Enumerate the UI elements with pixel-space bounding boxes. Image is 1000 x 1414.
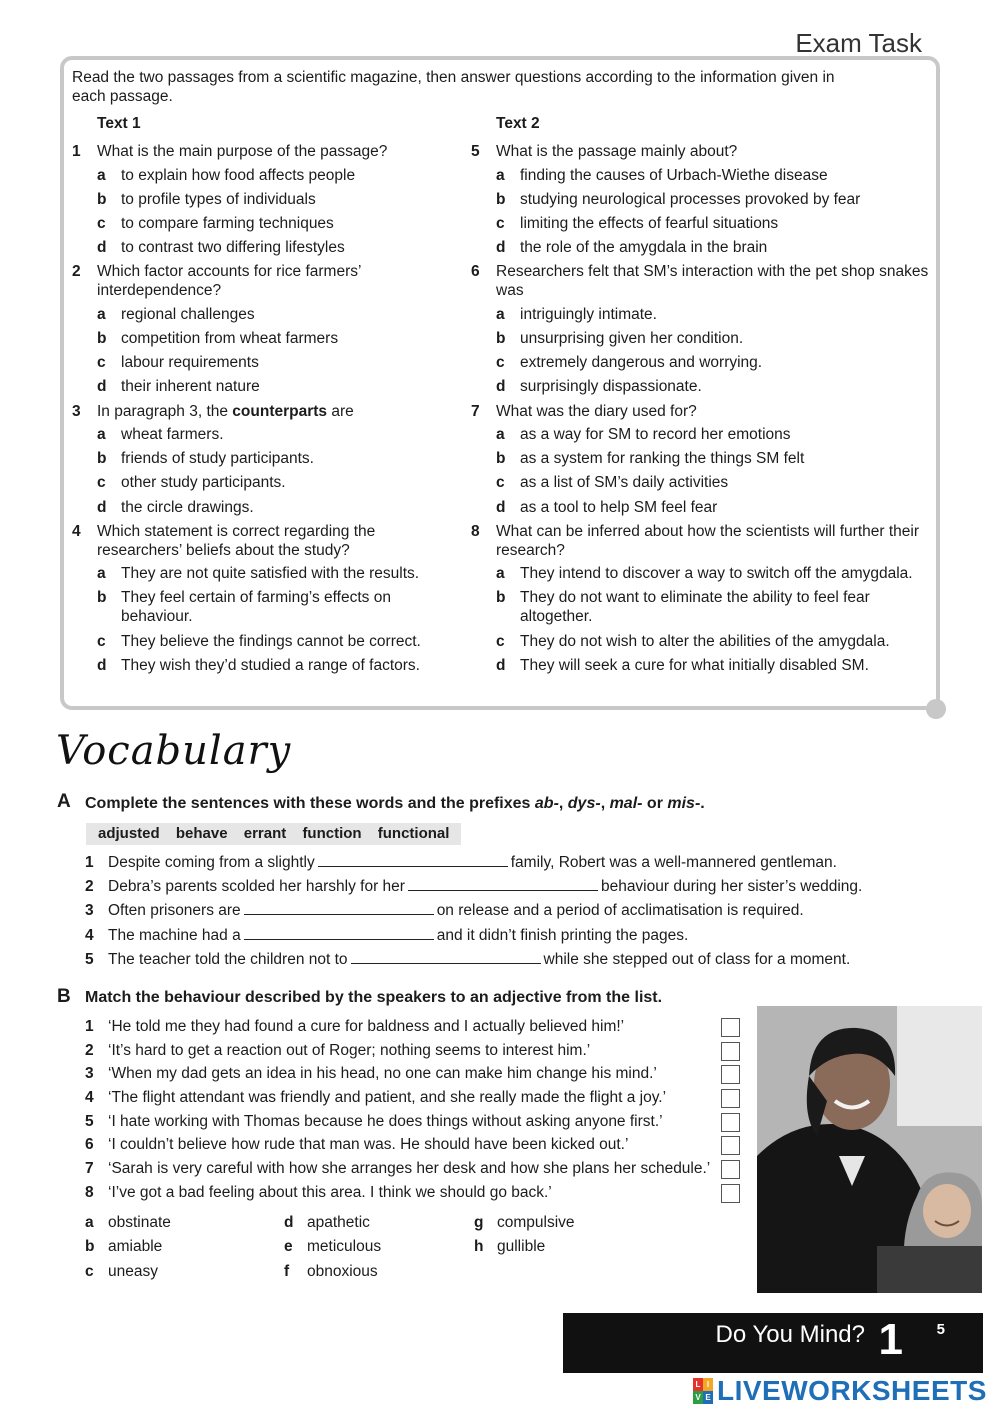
option-text: They are not quite satisfied with the results. xyxy=(121,565,420,583)
option-letter: d xyxy=(97,656,107,674)
answer-option-3a[interactable] xyxy=(72,425,452,444)
question-text: Which statement is correct regarding the researchers’ beliefs about the study? xyxy=(97,522,376,559)
answer-option-2a[interactable] xyxy=(72,305,452,324)
word-bank-item: functional xyxy=(377,825,450,842)
unit-title: Do You Mind? xyxy=(715,1321,865,1348)
answer-option-3c[interactable] xyxy=(72,473,452,492)
answer-option-1a[interactable] xyxy=(72,166,452,185)
option-letter: d xyxy=(97,239,107,257)
option-letter: b xyxy=(496,589,506,607)
option-letter: a xyxy=(496,305,505,323)
answer-option-6c[interactable] xyxy=(471,353,931,372)
vocabulary-title: Vocabulary xyxy=(56,728,292,774)
question-5 xyxy=(471,142,931,161)
sentence-item: 1 Despite coming from a slightly family, Robert was a well-mannered gentleman. xyxy=(85,854,837,871)
answer-box-4[interactable] xyxy=(721,1089,740,1108)
exam-instructions: Read the two passages from a scientific magazine, then answer questions according to the information given in each passage. xyxy=(72,69,835,105)
option-text: They will seek a cure for what initially disabled SM. xyxy=(520,656,869,674)
answer-option-6a[interactable] xyxy=(471,305,931,324)
option-text: surprisingly dispassionate. xyxy=(520,378,702,396)
option-letter: a xyxy=(496,166,505,184)
option-letter: c xyxy=(97,354,106,372)
option-letter: c xyxy=(97,474,106,492)
option-letter: d xyxy=(496,378,506,396)
question-2 xyxy=(72,262,452,300)
question-number: 6 xyxy=(471,263,480,281)
answer-option-5d[interactable] xyxy=(471,238,931,257)
question-1 xyxy=(72,142,452,161)
answer-option-6b[interactable] xyxy=(471,329,931,348)
option-letter: a xyxy=(97,305,106,323)
question-number: 4 xyxy=(72,522,81,540)
answer-box-3[interactable] xyxy=(721,1065,740,1084)
answer-option-4d[interactable] xyxy=(72,656,452,675)
option-letter: b xyxy=(97,589,107,607)
question-text: What can be inferred about how the scientists will further their research? xyxy=(496,522,920,559)
question-number: 5 xyxy=(471,143,480,160)
photo-illustration xyxy=(757,1006,982,1293)
sentence-item: 3 Often prisoners are on release and a period of acclimatisation is required. xyxy=(85,902,804,920)
option-text: to profile types of individuals xyxy=(121,190,316,208)
section-a-letter: A xyxy=(57,791,71,812)
question-text: What was the diary used for? xyxy=(496,402,697,420)
flight-attendant-photo xyxy=(757,1006,982,1293)
section-b-letter: B xyxy=(57,986,71,1007)
sentence-item: 2 Debra’s parents scolded her harshly for her behaviour during her sister’s wedding. xyxy=(85,878,863,896)
answer-box-5[interactable] xyxy=(721,1113,740,1132)
quote-item: 6 ‘I couldn’t believe how rude that man was. He should have been kicked out.’ xyxy=(85,1135,745,1159)
answer-option-4c[interactable] xyxy=(72,632,452,651)
answer-option-7d[interactable] xyxy=(471,498,931,517)
section-a-sentences xyxy=(85,853,905,974)
option-text: unsurprising given her condition. xyxy=(520,329,744,347)
quote-item: 7 ‘Sarah is very careful with how she arranges her desk and how she plans her schedule.’ xyxy=(85,1159,745,1183)
option-text: the circle drawings. xyxy=(121,498,254,516)
answer-option-2b[interactable] xyxy=(72,329,452,348)
answer-option-6d[interactable] xyxy=(471,377,931,396)
answer-option-7a[interactable] xyxy=(471,425,931,444)
answer-option-7b[interactable] xyxy=(471,449,931,468)
answer-option-1c[interactable] xyxy=(72,214,452,233)
question-number: 7 xyxy=(471,402,480,420)
option-text: They do not want to eliminate the ability to feel fear altogether. xyxy=(520,589,870,626)
question-text: Researchers felt that SM’s interaction with the pet shop snakes was xyxy=(496,263,929,300)
answer-option-4b[interactable] xyxy=(72,588,452,626)
section-b-instruction: Match the behaviour described by the speakers to an adjective from the list. xyxy=(85,989,663,1006)
section-a-instruction: Complete the sentences with these words and the prefixes ab-, dys-, mal- or mis-. xyxy=(85,795,705,812)
option-text: their inherent nature xyxy=(121,378,260,396)
option-letter: d xyxy=(496,498,506,516)
option-letter: a xyxy=(97,565,106,583)
option-letter: c xyxy=(496,474,505,492)
answer-option-5c[interactable] xyxy=(471,214,931,233)
word-bank-item: errant xyxy=(243,825,287,842)
question-4 xyxy=(72,522,452,560)
word-bank xyxy=(86,823,461,845)
answer-blank-1[interactable] xyxy=(318,853,508,867)
option-text: as a way for SM to record her emotions xyxy=(520,426,791,443)
answer-blank-2[interactable] xyxy=(408,877,598,891)
question-3: 3 In paragraph 3, the counterparts are xyxy=(72,402,354,420)
option-text: They do not wish to alter the abilities of the amygdala. xyxy=(520,632,890,650)
option-text: as a tool to help SM feel fear xyxy=(520,498,718,516)
question-text: What is the passage mainly about? xyxy=(496,143,738,160)
option-text: They believe the findings cannot be correct. xyxy=(121,632,421,650)
option-text: regional challenges xyxy=(121,305,255,323)
answer-option-3b[interactable] xyxy=(72,449,452,468)
answer-option-2d[interactable] xyxy=(72,377,452,396)
liveworksheets-brand: LIVEWORKSHEETS xyxy=(717,1375,987,1406)
answer-option-7c[interactable] xyxy=(471,473,931,492)
option-text: as a list of SM’s daily activities xyxy=(520,474,729,492)
text1-heading: Text 1 xyxy=(97,115,141,132)
quote-item: 8 ‘I’ve got a bad feeling about this area. I think we should go back.’ xyxy=(85,1183,745,1207)
quote-item: 2 ‘It’s hard to get a reaction out of Roger; nothing seems to interest him.’ xyxy=(85,1041,745,1065)
option-text: studying neurological processes provoked by fear xyxy=(520,190,861,208)
option-text: the role of the amygdala in the brain xyxy=(520,239,768,257)
answer-box-7[interactable] xyxy=(721,1160,740,1179)
option-text: to explain how food affects people xyxy=(121,166,356,184)
option-text: They feel certain of farming’s effects on behaviour. xyxy=(121,589,391,626)
question-text: Which factor accounts for rice farmers’ interdependence? xyxy=(97,263,361,300)
word-bank-item: function xyxy=(302,825,362,842)
option-text: labour requirements xyxy=(121,354,259,372)
option-letter: d xyxy=(496,239,506,257)
answer-option-8a[interactable] xyxy=(471,564,931,583)
quote-item: 4 ‘The flight attendant was friendly and patient, and she really made the flight a joy.’ xyxy=(85,1088,745,1112)
option-text: to contrast two differing lifestyles xyxy=(121,239,345,257)
question-8 xyxy=(471,522,931,560)
answer-option-1b[interactable] xyxy=(72,190,452,209)
option-text: as a system for ranking the things SM felt xyxy=(520,450,805,468)
answer-option-5b[interactable] xyxy=(471,190,931,209)
section-b-quotes xyxy=(85,1017,745,1207)
question-number: 8 xyxy=(471,522,480,540)
question-number: 2 xyxy=(72,263,81,281)
option-letter: b xyxy=(496,450,506,468)
option-letter: c xyxy=(496,354,505,372)
answer-option-1d[interactable] xyxy=(72,238,452,257)
answer-blank-5[interactable] xyxy=(351,950,541,964)
option-text: finding the causes of Urbach-Wiethe disease xyxy=(520,166,828,184)
answer-option-8c[interactable] xyxy=(471,632,931,651)
option-letter: a xyxy=(97,166,106,184)
word-bank-item: behave xyxy=(175,825,228,842)
answer-box-6[interactable] xyxy=(721,1136,740,1155)
question-6 xyxy=(471,262,931,300)
answer-box-2[interactable] xyxy=(721,1042,740,1061)
option-letter: d xyxy=(97,378,107,396)
answer-option-5a[interactable] xyxy=(471,166,931,185)
text2-heading: Text 2 xyxy=(496,115,540,132)
liveworksheets-watermark xyxy=(693,1374,987,1408)
unit-footer-bar xyxy=(563,1313,983,1373)
option-letter: c xyxy=(496,214,505,232)
option-letter: b xyxy=(496,329,506,347)
option-letter: b xyxy=(496,190,506,208)
answer-option-2c[interactable] xyxy=(72,353,452,372)
unit-number: 1 xyxy=(878,1315,903,1364)
option-letter: c xyxy=(97,214,106,232)
liveworksheets-logo-icon: L I V E xyxy=(693,1378,713,1404)
option-letter: d xyxy=(496,656,506,674)
answer-blank-3[interactable] xyxy=(244,901,434,915)
option-letter: d xyxy=(97,498,107,516)
option-text: extremely dangerous and worrying. xyxy=(520,354,763,372)
option-text: friends of study participants. xyxy=(121,450,314,468)
option-text: They intend to discover a way to switch off the amygdala. xyxy=(520,565,913,583)
page-number: 5 xyxy=(936,1321,945,1338)
option-letter: a xyxy=(496,565,505,583)
frame-corner-dot xyxy=(926,699,946,719)
option-text: other study participants. xyxy=(121,474,286,492)
exam-task-title: Exam Task xyxy=(795,28,922,58)
option-letter: b xyxy=(97,190,107,208)
question-number: 3 xyxy=(72,402,81,420)
quote-item: 3 ‘When my dad gets an idea in his head, no one can make him change his mind.’ xyxy=(85,1064,745,1088)
option-text: competition from wheat farmers xyxy=(121,329,339,347)
option-text: wheat farmers. xyxy=(121,426,224,443)
option-text: limiting the effects of fearful situations xyxy=(520,214,779,232)
option-letter: b xyxy=(97,329,107,347)
option-letter: b xyxy=(97,450,107,468)
sentence-item: 5 The teacher told the children not to while she stepped out of class for a moment. xyxy=(85,950,851,968)
word-bank-item: adjusted xyxy=(98,825,160,842)
option-letter: c xyxy=(97,632,106,650)
question-text: What is the main purpose of the passage? xyxy=(97,143,388,160)
text1-column xyxy=(72,114,452,680)
text2-column xyxy=(471,114,931,680)
answer-option-8d[interactable] xyxy=(471,656,931,675)
quote-item: 1 ‘He told me they had found a cure for baldness and I actually believed him!’ xyxy=(85,1017,745,1041)
sentence-item: 4 The machine had a and it didn’t finish printing the pages. xyxy=(85,926,689,944)
option-letter: c xyxy=(496,632,505,650)
answer-option-4a[interactable] xyxy=(72,564,452,583)
answer-box-1[interactable] xyxy=(721,1018,740,1037)
option-text: They wish they’d studied a range of factors. xyxy=(121,656,420,674)
answer-option-8b[interactable] xyxy=(471,588,931,626)
answer-box-8[interactable] xyxy=(721,1184,740,1203)
answer-blank-4[interactable] xyxy=(244,926,434,940)
answer-option-3d[interactable] xyxy=(72,498,452,517)
option-letter: a xyxy=(97,426,106,443)
question-7 xyxy=(471,402,931,421)
quote-item: 5 ‘I hate working with Thomas because he does things without asking anyone first.’ xyxy=(85,1112,745,1136)
question-number: 1 xyxy=(72,143,81,160)
option-letter: a xyxy=(496,426,505,443)
option-text: intriguingly intimate. xyxy=(520,305,657,323)
option-text: to compare farming techniques xyxy=(121,214,334,232)
